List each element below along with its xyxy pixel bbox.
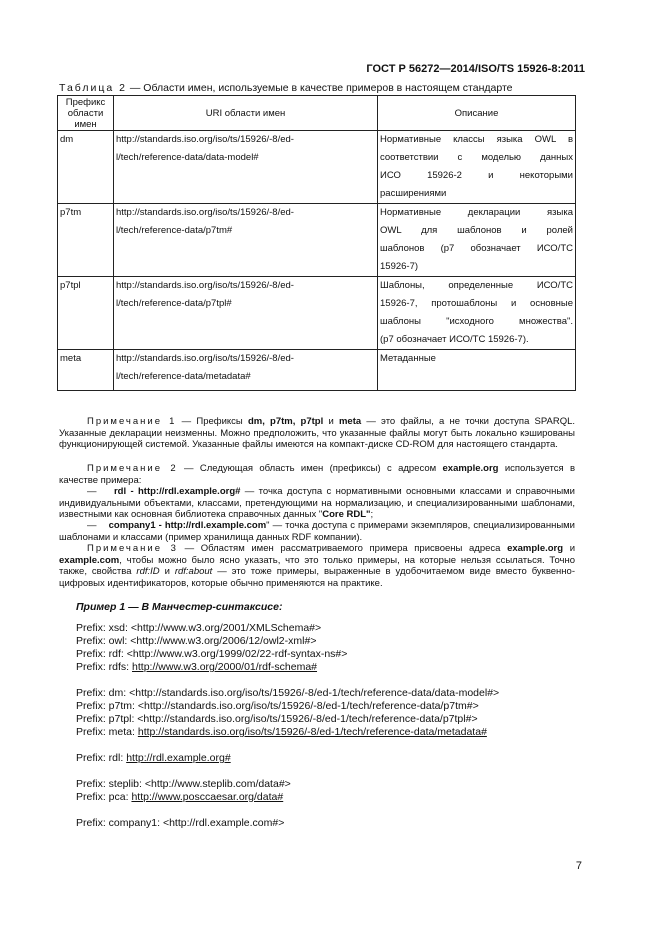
note-text: — это тоже примеры, выраженные в удобочитаемом виде вместо буквенно-цифровых идентификаторов, которые обычно применяются на практике. xyxy=(59,566,575,589)
prefix-line-rdf xyxy=(76,647,347,661)
note-emphasis: company1 - http://rdl.example.com xyxy=(108,520,267,531)
note-3-label: Примечание 3 xyxy=(87,543,178,554)
prefix-link[interactable]: http://rdl.example.org# xyxy=(126,752,231,764)
desc-line: Шаблоны, определенные ИСО/ТС xyxy=(380,280,573,291)
note-text: — Префиксы xyxy=(181,416,243,427)
note-text: и xyxy=(328,416,334,427)
desc-line: (p7 обозначает ИСО/ТС 15926-7). xyxy=(380,334,529,345)
table-header-row xyxy=(58,96,576,131)
note-emphasis: example.org xyxy=(442,463,499,474)
prefix-line-rdl xyxy=(76,751,231,765)
namespace-table xyxy=(57,95,576,391)
cell-uri xyxy=(114,277,378,350)
note-3 xyxy=(59,543,575,589)
prefix-line-pca xyxy=(76,790,283,804)
prefix-label: Prefix: steplib: xyxy=(76,778,145,790)
note-text: — это файлы, а не точки доступа SPARQL. Указанные декларации неизменны. Можно предположить, что указанные файлы могут быть локально кэшированы функционирующей системой. Указанные файлы имеются на компакт-диске CD-ROM для настоящего стандарта. xyxy=(59,416,576,450)
prefix-line-p7tm xyxy=(76,699,479,713)
desc-line: шаблоны "исходного множества". xyxy=(380,316,573,327)
cell-prefix: p7tm xyxy=(58,204,114,277)
prefix-label: Prefix: meta: xyxy=(76,726,138,738)
cell-description xyxy=(378,277,576,350)
desc-line: 15926-7) xyxy=(380,261,419,272)
note-italic: rdf:ID xyxy=(136,566,160,577)
header-description: Описание xyxy=(378,96,576,131)
note-2-bullet-rdl xyxy=(59,486,575,521)
prefix-value: <http://rdl.example.com#> xyxy=(162,817,285,829)
cell-uri xyxy=(114,350,378,391)
note-emphasis: meta xyxy=(338,416,362,427)
prefix-line-dm xyxy=(76,686,499,700)
desc-line: Нормативные декларации языка xyxy=(380,207,573,218)
note-emphasis: example.com xyxy=(59,554,120,566)
uri-line: http://standards.iso.org/iso/ts/15926/-8/ed- xyxy=(116,207,294,218)
cell-prefix: dm xyxy=(58,131,114,204)
note-1-label: Примечание 1 xyxy=(87,416,177,427)
table-caption-text: — Области имен, используемые в качестве примеров в настоящем стандарте xyxy=(129,82,513,94)
desc-line: расширениями xyxy=(380,188,447,199)
prefix-label: Prefix: owl: xyxy=(76,635,131,647)
prefix-link[interactable]: http://www.w3.org/2000/01/rdf-schema# xyxy=(132,661,318,673)
uri-line: http://standards.iso.org/iso/ts/15926/-8/ed- xyxy=(116,280,294,291)
prefix-value: <http://standards.iso.org/iso/ts/15926/-8/ed-1/tech/reference-data/p7tm#> xyxy=(137,700,479,712)
note-emphasis: example.org xyxy=(507,543,564,554)
bullet-dash: — xyxy=(87,486,97,497)
cell-description xyxy=(378,131,576,204)
cell-uri xyxy=(114,131,378,204)
cell-prefix: p7tpl xyxy=(58,277,114,350)
prefix-link[interactable]: http://standards.iso.org/iso/ts/15926/-8/ed-1/tech/reference-data/metadata# xyxy=(137,726,487,738)
prefix-label: Prefix: rdf: xyxy=(76,648,127,660)
header-prefix: Префикс области имен xyxy=(58,96,114,131)
cell-uri xyxy=(114,204,378,277)
prefix-line-steplib xyxy=(76,777,291,791)
prefix-value: <http://www.steplib.com/data#> xyxy=(144,778,291,790)
uri-line: http://standards.iso.org/iso/ts/15926/-8/ed- xyxy=(116,353,294,364)
prefix-value: <http://www.w3.org/2006/12/owl2-xml#> xyxy=(130,635,317,647)
prefix-line-owl xyxy=(76,634,316,648)
prefix-line-company1 xyxy=(76,816,284,830)
desc-line: Метаданные xyxy=(380,353,436,364)
note-text: и xyxy=(569,543,576,554)
note-text: " — точка доступа с примерами экземпляров, специализированными шаблонами и классами (пример хранилища данных RDF компании). xyxy=(59,520,575,543)
document-header: ГОСТ Р 56272—2014/ISO/TS 15926-8:2011 xyxy=(366,63,585,75)
prefix-label: Prefix: rdfs: xyxy=(76,661,133,673)
header-uri: URI области имен xyxy=(114,96,378,131)
prefix-label: Prefix: company1: xyxy=(76,817,163,829)
prefix-label: Prefix: pca: xyxy=(76,791,132,803)
bullet-dash: — xyxy=(87,520,97,531)
table-row xyxy=(58,131,576,204)
prefix-line-rdfs xyxy=(76,660,317,674)
table-row xyxy=(58,277,576,350)
note-text: , чтобы можно было ясно указать, что это только примеры, на которые нельзя ссылаться. Точно также, свойства xyxy=(59,554,575,577)
note-text: — Областям имен рассматриваемого примера присвоены адреса xyxy=(184,543,501,554)
uri-line: l/tech/reference-data/p7tpl# xyxy=(116,298,232,309)
note-text: используется в качестве примера: xyxy=(59,463,575,486)
note-2-label: Примечание 2 xyxy=(87,463,178,474)
desc-line: шаблонов (p7 обозначает ИСО/ТС xyxy=(380,243,573,254)
desc-line: 15926-7, протошаблоны и основные xyxy=(380,298,573,309)
uri-line: l/tech/reference-data/metadata# xyxy=(116,371,251,382)
note-text: — Следующая область имен (префиксы) с адресом xyxy=(184,463,437,474)
prefix-label: Prefix: p7tm: xyxy=(76,700,138,712)
desc-line: соответствии с моделью данных xyxy=(380,152,573,163)
note-italic: rdf:about xyxy=(174,566,213,577)
uri-line: http://standards.iso.org/iso/ts/15926/-8/ed- xyxy=(116,134,294,145)
prefix-label: Prefix: rdl: xyxy=(76,752,127,764)
note-2 xyxy=(59,463,575,486)
prefix-line-p7tpl xyxy=(76,712,478,726)
prefix-value: <http://www.w3.org/2001/XMLSchema#> xyxy=(130,622,322,634)
prefix-label: Prefix: dm: xyxy=(76,687,130,699)
desc-line: ИСО 15926-2 и некоторыми xyxy=(380,170,573,181)
cell-description xyxy=(378,204,576,277)
prefix-label: Prefix: xsd: xyxy=(76,622,131,634)
page-number: 7 xyxy=(575,860,582,872)
note-emphasis: rdl - http://rdl.example.org# xyxy=(113,486,241,497)
note-text: — точка доступа с нормативными основными классами и справочными индивидуальными объектами, классами, претендующими на нормализацию, и специализированными шаблонами, известными как основная библиотека справочных данных " xyxy=(59,486,575,520)
note-1 xyxy=(59,416,575,451)
table-row xyxy=(58,350,576,391)
note-text: и xyxy=(164,566,170,577)
desc-line: Нормативные классы языка OWL в xyxy=(380,134,573,145)
note-emphasis: dm, p7tm, p7tpl xyxy=(247,416,324,427)
example-title: Пример 1 — В Манчестер-синтаксисе: xyxy=(76,601,283,613)
note-2-bullet-company xyxy=(59,520,575,543)
uri-line: l/tech/reference-data/data-model# xyxy=(116,152,259,163)
prefix-label: Prefix: p7tpl: xyxy=(76,713,138,725)
cell-prefix: meta xyxy=(58,350,114,391)
table-row xyxy=(58,204,576,277)
prefix-value: <http://standards.iso.org/iso/ts/15926/-8/ed-1/tech/reference-data/p7tpl#> xyxy=(137,713,478,725)
cell-description xyxy=(378,350,576,391)
table-caption xyxy=(59,82,512,94)
prefix-value: <http://www.w3.org/1999/02/22-rdf-syntax-ns#> xyxy=(126,648,348,660)
desc-line: OWL для шаблонов и ролей xyxy=(380,225,573,236)
prefix-line-meta xyxy=(76,725,487,739)
table-caption-label: Таблица 2 xyxy=(59,82,127,94)
note-emphasis: Core RDL" xyxy=(322,509,371,520)
prefix-line-xsd xyxy=(76,621,321,635)
prefix-link[interactable]: http://www.posccaesar.org/data# xyxy=(131,791,284,803)
note-text: ; xyxy=(370,509,374,520)
uri-line: l/tech/reference-data/p7tm# xyxy=(116,225,233,236)
prefix-value: <http://standards.iso.org/iso/ts/15926/-8/ed-1/tech/reference-data/data-model#> xyxy=(129,687,500,699)
